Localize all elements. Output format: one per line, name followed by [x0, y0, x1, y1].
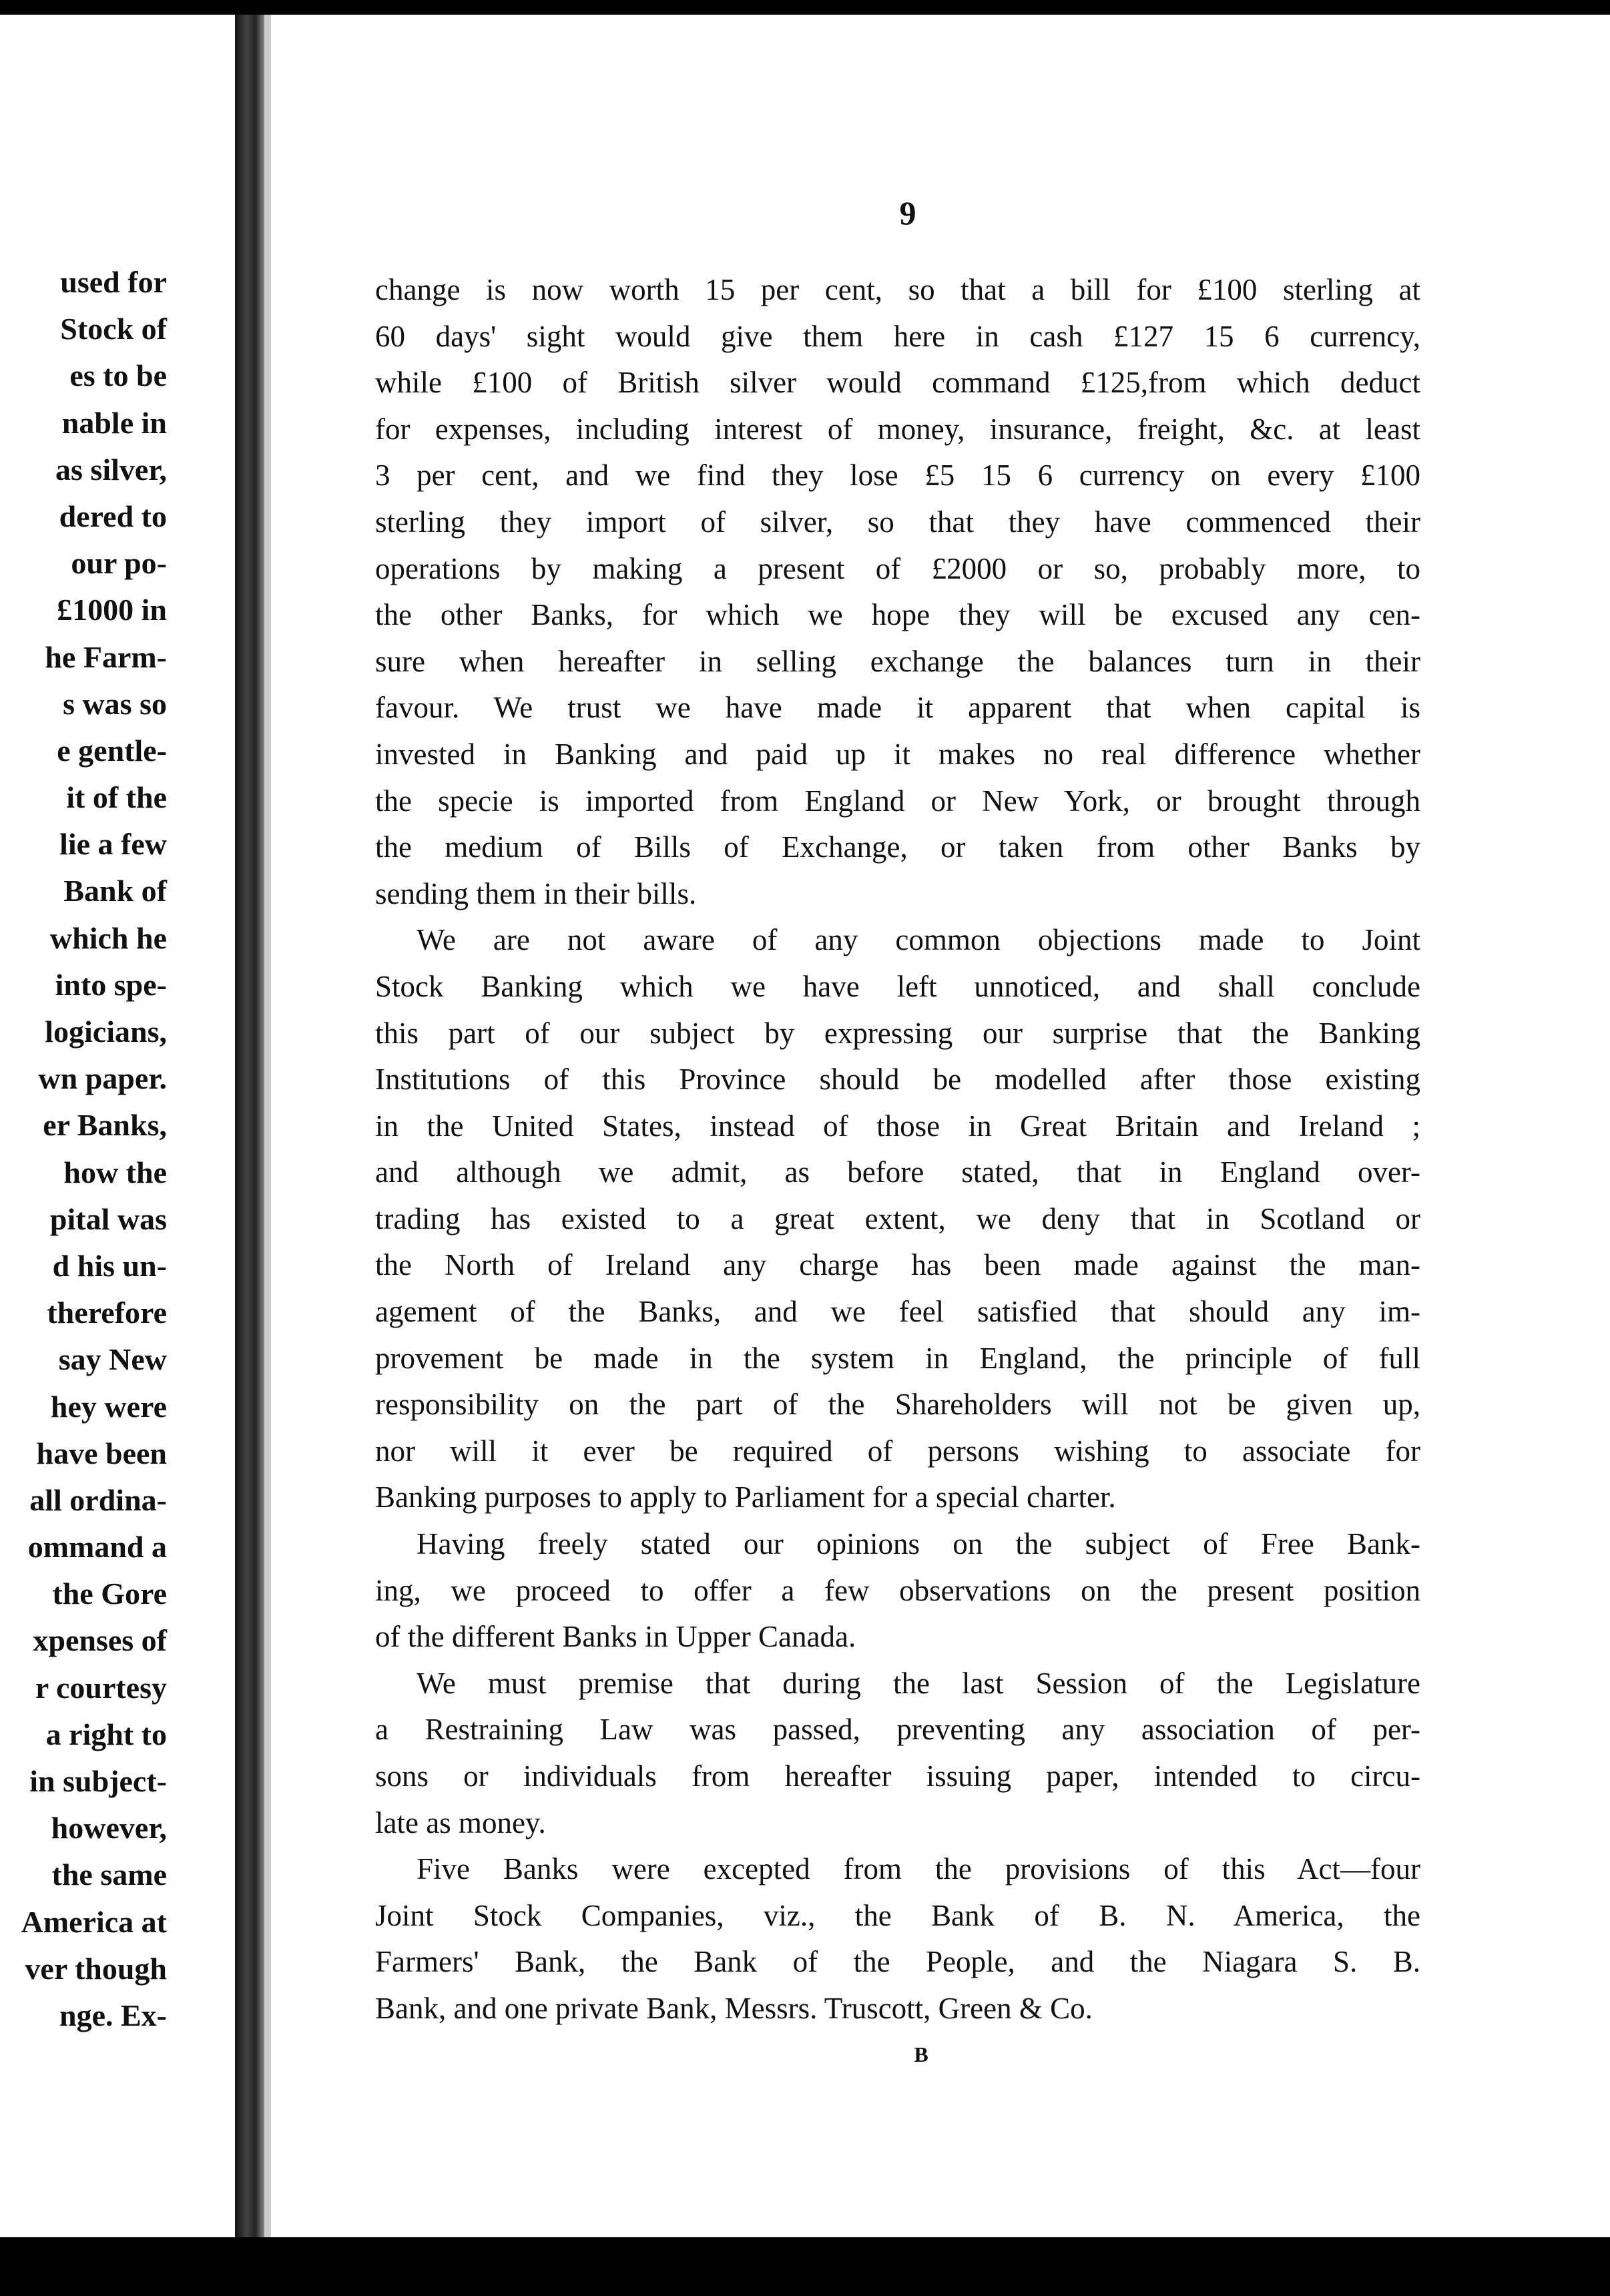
text-line: ing, we proceed to offer a few observations on the present position — [375, 1573, 1420, 1607]
text-line: the other Banks, for which we hope they will be excused any cen- — [375, 598, 1420, 632]
left-fragment-line: the same — [51, 1857, 167, 1892]
left-fragment-line: into spe- — [55, 967, 167, 1002]
left-fragment-line: logicians, — [45, 1015, 167, 1049]
left-fragment-line: he Farm- — [45, 639, 167, 674]
left-fragment-line: a right to — [45, 1717, 167, 1751]
left-fragment-line: it of the — [66, 780, 167, 815]
text-line: late as money. — [375, 1805, 546, 1839]
scan-border-bottom — [0, 2237, 1610, 2296]
text-line: and although we admit, as before stated, that in England over- — [375, 1155, 1420, 1189]
text-line: Five Banks were excepted from the provisions of this Act—four — [417, 1852, 1420, 1886]
text-line: of the different Banks in Upper Canada. — [375, 1620, 856, 1654]
text-line: the North of Ireland any charge has been made against the man- — [375, 1248, 1420, 1282]
left-fragment-line: d his un- — [52, 1248, 167, 1283]
text-line: in the United States, instead of those in Great Britain and Ireland ; — [375, 1109, 1420, 1143]
text-line: sterling they import of silver, so that they have commenced their — [375, 505, 1420, 539]
left-fragment-line: r courtesy — [35, 1670, 167, 1705]
left-fragment-line: our po- — [71, 546, 167, 581]
book-gutter — [235, 15, 264, 2237]
left-fragment-line: as silver, — [55, 452, 167, 487]
left-fragment-line: however, — [51, 1811, 167, 1845]
text-line: We are not aware of any common objections made to Joint — [417, 923, 1420, 957]
text-line: a Restraining Law was passed, preventing any association of per- — [375, 1713, 1420, 1747]
left-fragment-line: £1000 in — [57, 593, 167, 627]
text-line: Bank, and one private Bank, Messrs. Truscott, Green & Co. — [375, 1991, 1093, 2025]
left-fragment-line: pital was — [49, 1201, 167, 1236]
text-line: Having freely stated our opinions on the subject of Free Bank- — [417, 1527, 1420, 1561]
page-body — [375, 267, 1420, 2032]
left-fragment-line: s was so — [63, 686, 167, 721]
left-fragment-line: dered to — [59, 499, 167, 533]
text-line: change is now worth 15 per cent, so that a bill for £100 sterling at — [375, 273, 1420, 306]
left-fragment-line: used for — [60, 265, 167, 299]
text-line: provement be made in the system in England, the principle of full — [375, 1341, 1420, 1375]
left-fragment-line: nge. Ex- — [59, 1998, 167, 2032]
text-line: while £100 of British silver would command £125,from which deduct — [375, 366, 1420, 400]
left-fragment-line: ommand a — [27, 1530, 167, 1564]
left-fragment-line: in subject- — [29, 1764, 167, 1798]
left-fragment-line: say New — [58, 1342, 167, 1377]
left-fragment-line: America at — [21, 1904, 167, 1939]
left-fragment-line: xpenses of — [33, 1623, 167, 1658]
left-fragment-line: Bank of — [63, 874, 167, 908]
left-fragment-line: which he — [49, 920, 167, 955]
left-fragment-line: er Banks, — [43, 1108, 167, 1143]
left-fragment-line: wn paper. — [38, 1061, 167, 1096]
text-line: sure when hereafter in selling exchange the balances turn in their — [375, 644, 1420, 678]
text-line: sons or individuals from hereafter issuing paper, intended to circu- — [375, 1759, 1420, 1793]
left-fragment-line: all ordina- — [29, 1482, 167, 1517]
signature-mark: B — [914, 2042, 928, 2066]
left-fragment-line: hey were — [50, 1389, 167, 1424]
left-fragment-line: how the — [63, 1155, 167, 1189]
left-fragment-line: e gentle- — [57, 733, 167, 768]
left-fragment-line: lie a few — [59, 827, 167, 862]
text-line: 60 days' sight would give them here in cash £127 15 6 currency, — [375, 319, 1420, 353]
left-fragment-line: es to be — [69, 358, 167, 393]
left-fragment-line: have been — [36, 1436, 167, 1470]
text-line: 3 per cent, and we find they lose £5 15 6 currency on every £100 — [375, 459, 1420, 493]
text-line: for expenses, including interest of money, insurance, freight, &c. at least — [375, 412, 1420, 446]
text-line: Banking purposes to apply to Parliament for a special charter. — [375, 1480, 1116, 1514]
text-line: invested in Banking and paid up it makes no real difference whether — [375, 737, 1420, 771]
text-line: sending them in their bills. — [375, 876, 697, 910]
left-fragment-line: Stock of — [60, 312, 167, 346]
page-number: 9 — [899, 194, 916, 232]
text-line: agement of the Banks, and we feel satisfied that should any im- — [375, 1295, 1420, 1329]
text-line: Farmers' Bank, the Bank of the People, and the Niagara S. B. — [375, 1945, 1420, 1979]
text-line: Institutions of this Province should be modelled after those existing — [375, 1063, 1420, 1097]
text-line: nor will it ever be required of persons wishing to associate for — [375, 1434, 1420, 1468]
left-page-fragments — [0, 259, 167, 2039]
text-line: Joint Stock Companies, viz., the Bank of B. N. America, the — [375, 1898, 1420, 1932]
left-fragment-line: nable in — [61, 405, 167, 440]
left-fragment-line: therefore — [47, 1296, 167, 1330]
left-fragment-line: the Gore — [52, 1576, 167, 1611]
text-line: this part of our subject by expressing our surprise that the Banking — [375, 1016, 1420, 1050]
text-line: operations by making a present of £2000 or so, probably more, to — [375, 551, 1420, 585]
text-line: favour. We trust we have made it apparent that when capital is — [375, 691, 1420, 725]
text-line: the medium of Bills of Exchange, or taken from other Banks by — [375, 830, 1420, 864]
text-line: We must premise that during the last Session of the Legislature — [417, 1666, 1420, 1700]
text-line: Stock Banking which we have left unnoticed, and shall conclude — [375, 969, 1420, 1003]
text-line: the specie is imported from England or New York, or brought through — [375, 784, 1420, 818]
gutter-edge — [264, 15, 271, 2237]
text-line: trading has existed to a great extent, we deny that in Scotland or — [375, 1201, 1420, 1235]
text-line: responsibility on the part of the Shareholders will not be given up, — [375, 1388, 1420, 1422]
left-fragment-line: ver though — [25, 1951, 167, 1986]
scan-border-top — [0, 0, 1610, 15]
